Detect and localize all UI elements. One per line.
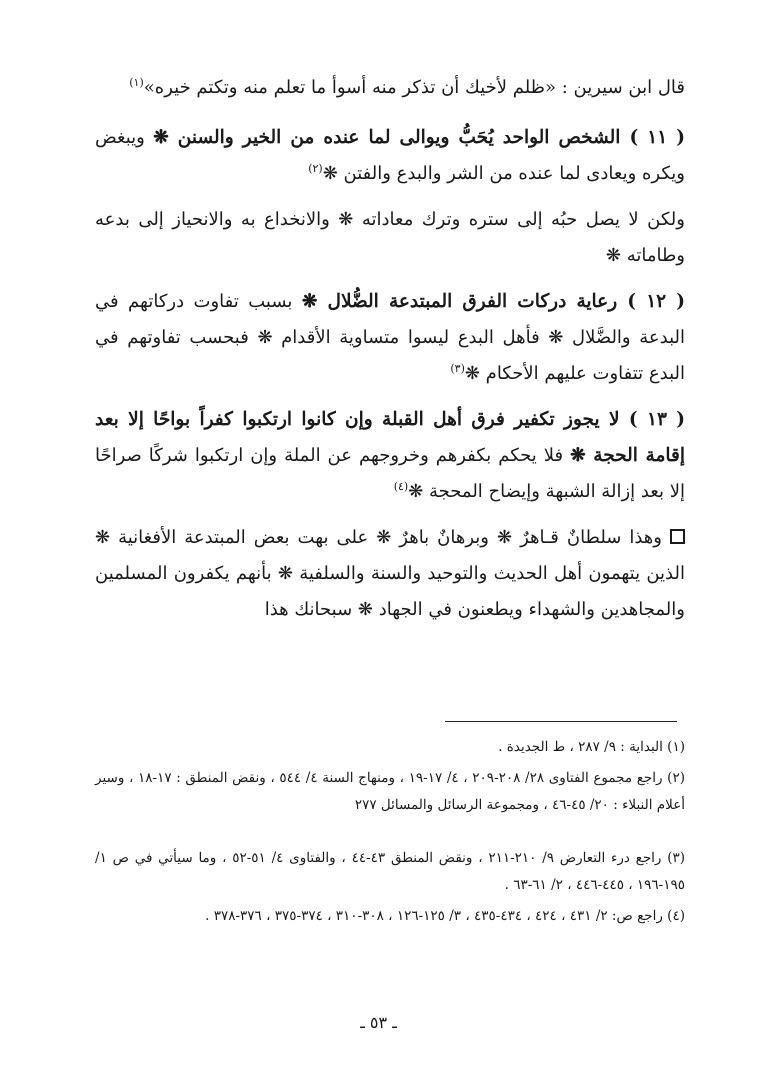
footnote-ref-1: (١) xyxy=(129,76,144,89)
footnotes xyxy=(95,734,685,934)
square-bullet-icon xyxy=(670,529,685,544)
item-13-heading: ( ١٣ ) لا يجوز تكفير فرق أهل القبلة وإن كانوا ارتكبوا كفراً بواحًا إلا بعد إقامة الحجة ❋ xyxy=(95,409,685,466)
footnote-1: (١) البداية : ٩/ ٢٨٧ ، ط الجديدة . xyxy=(498,739,685,755)
ibn-sirin-quote xyxy=(95,70,685,106)
item-13 xyxy=(95,402,685,510)
paragraph-but: ولكن لا يصل حبُه إلى ستره وترك معاداته ❋ والانخداع به والانحياز إلى بدعه وطاماته ❋ xyxy=(95,209,685,266)
item-13-text: فلا يحكم بكفرهم وخروجهم عن الملة وإن ارتكبوا شركًا صراحًا إلا بعد إزالة الشبهة وإيضاح المحجة ❋ xyxy=(95,445,685,502)
item-12-text: بسبب تفاوت دركاتهم في البدعة والضَّلال ❋ فأهل البدع ليسوا متساوية الأقدام ❋ فبحسب تفاوتهم في البدع تتفاوت عليهم الأحكام ❋ xyxy=(95,291,685,384)
page-number: ـ ٥٣ ـ xyxy=(360,1013,397,1032)
footnote-ref-3: (٣) xyxy=(450,362,465,375)
item-12 xyxy=(95,284,685,392)
item-12-heading: ( ١٢ ) رعاية دركات الفرق المبتدعة الضُّلال ❋ xyxy=(301,291,686,312)
main-text xyxy=(95,70,685,638)
footnote-ref-4: (٤) xyxy=(393,480,409,493)
footnote-divider xyxy=(445,721,677,722)
item-11 xyxy=(95,120,685,192)
quote-text: قال ابن سيرين : «ظلم لأخيك أن تذكر منه أسوأ ما تعلم منه وتكتم خيره» xyxy=(143,77,685,98)
footnote-ref-2: (٢) xyxy=(308,162,323,175)
paragraph-this-text: وهذا سلطانٌ قـاهرٌ ❋ وبرهانٌ باهرٌ ❋ على بهت بعض المبتدعة الأفغانية ❋ الذين يتهمون أهل الحديث والتوحيد والسنة والسلفية ❋ بأنهم يكفرون المسلمين والمجاهدين والشهداء ويطعنون في الجهاد ❋ سبحانك هذا xyxy=(95,527,685,620)
item-11-heading: ( ١١ ) الشخص الواحد يُحَبُّ ويوالى لما عنده من الخير والسنن ❋ xyxy=(153,127,685,148)
footnote-2: (٢) راجع مجموع الفتاوى ٢٨/ ٢٠٨-٢٠٩ ، ٤/ ١٧-١٩ ، ومنهاج السنة ٤/ ٥٤٤ ، ونقض المنطق : ١٧-١٨ ، وسير أعلام النبلاء : ٢٠/ ٤٥-٤٦ ، ومجموعة الرسائل والمسائل ٢٧٧ xyxy=(95,770,685,813)
paragraph-this xyxy=(95,520,685,628)
footnote-3: (٣) راجع درء التعارض ٩/ ٢١٠-٢١١ ، ونقض المنطق ٤٣-٤٤ ، والفتاوى ٤/ ٥١-٥٢ ، وما سيأتي في ص ١/ ١٩٥-١٩٦ ، ٤٤٥-٤٤٦ ، ٢/ ٦١-٦٣ . xyxy=(95,850,686,893)
item-11-text: ويبغض ويكره ويعادى لما عنده من الشر والبدع والفتن ❋ xyxy=(95,127,685,184)
footnote-4: (٤) راجع ص: ٢/ ٤٣١ ، ٤٢٤ ، ٤٣٤-٤٣٥ ، ٣/ ١٢٥-١٢٦ ، ٣٠٨-٣١٠ ، ٣٧٤-٣٧٥ ، ٣٧٦-٣٧٨ . xyxy=(205,908,685,924)
